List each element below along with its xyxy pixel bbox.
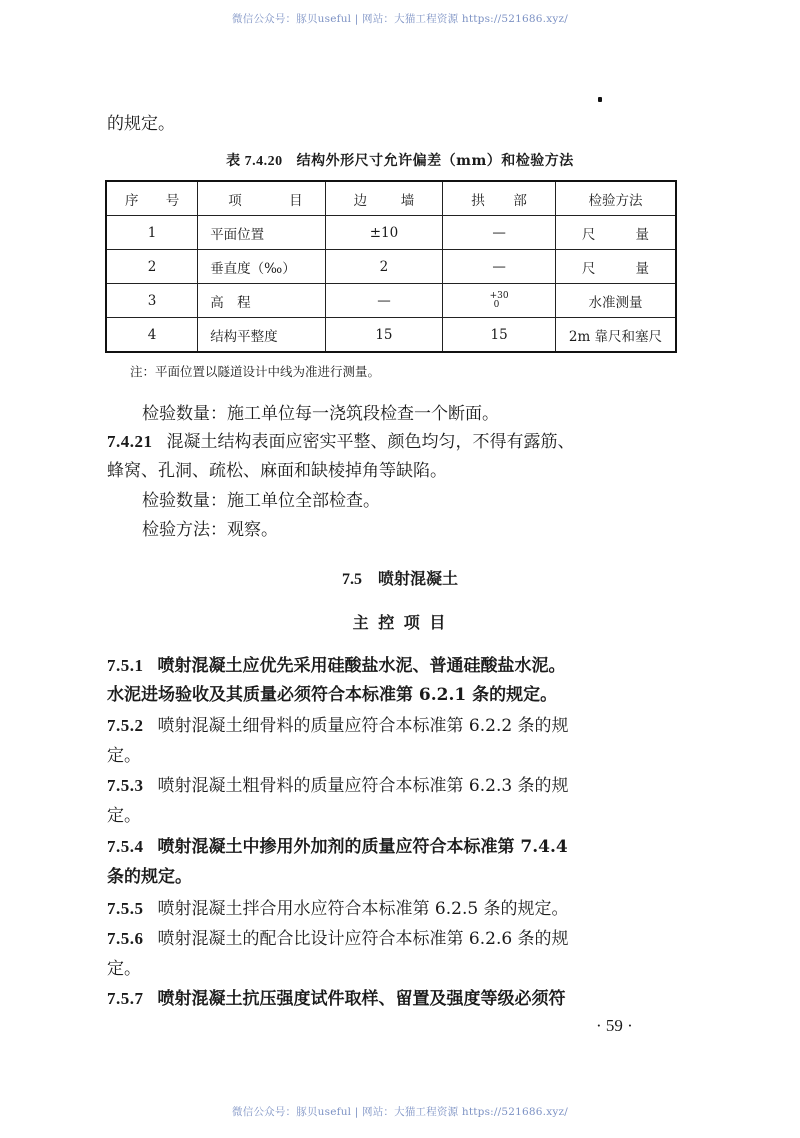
section-heading: 7.5 喷射混凝土 xyxy=(341,569,458,588)
clause-7-5-7: 7.5.7 喷射混凝土抗压强度试件取样、留置及强度等级必须符 xyxy=(107,989,566,1009)
header-method: 检验方法 xyxy=(555,181,676,216)
clause-7-5-4-cont: 条的规定。 xyxy=(107,867,192,887)
header-item: 项 目 xyxy=(198,181,325,216)
table-caption-number: 表 7.4.20 xyxy=(226,154,283,169)
header-arch: 拱 部 xyxy=(443,181,556,216)
cell-seq: 1 xyxy=(106,216,198,250)
watermark-top: 微信公众号：豚贝useful | 网站：大猫工程资源 https://521686.xyz/ xyxy=(232,13,568,25)
cell-seq: 2 xyxy=(106,250,198,284)
sub-heading: 主 控 项 目 xyxy=(352,613,448,632)
clause-7-5-3-cont: 定。 xyxy=(107,806,141,826)
clause-7-5-5: 7.5.5 喷射混凝土拌合用水应符合本标准第 6.2.5 条的规定。 xyxy=(107,899,569,919)
clause-7-5-2-cont: 定。 xyxy=(107,746,141,766)
clause-7-4-21: 7.4.21 混凝土结构表面应密实平整、颜色均匀，不得有露筋、 xyxy=(107,432,575,452)
cell-method: 水准测量 xyxy=(555,284,676,318)
cell-item: 高 程 xyxy=(198,284,325,318)
table-row xyxy=(106,318,676,353)
cell-side-wall: ±10 xyxy=(325,216,443,250)
clause-7-5-3: 7.5.3 喷射混凝土粗骨料的质量应符合本标准第 6.2.3 条的规 xyxy=(107,776,569,796)
clause-7-5-4: 7.5.4 喷射混凝土中掺用外加剂的质量应符合本标准第 7.4.4 xyxy=(107,837,568,857)
cell-arch: 15 xyxy=(443,318,556,353)
scan-speck xyxy=(598,97,602,102)
cell-item: 垂直度（‰） xyxy=(198,250,325,284)
cell-item: 结构平整度 xyxy=(198,318,325,353)
clause-7-5-6: 7.5.6 喷射混凝土的配合比设计应符合本标准第 6.2.6 条的规 xyxy=(107,929,569,949)
table-caption-title: 结构外形尺寸允许偏差（mm）和检验方法 xyxy=(296,153,574,169)
intro-line: 的规定。 xyxy=(107,114,175,134)
table-header-row xyxy=(106,181,676,216)
cell-side-wall: 15 xyxy=(325,318,443,353)
clause-7-5-1-cont: 水泥进场验收及其质量必须符合本标准第 6.2.1 条的规定。 xyxy=(107,685,558,705)
cell-side-wall: — xyxy=(325,284,443,318)
table-caption xyxy=(0,150,800,170)
cell-side-wall: 2 xyxy=(325,250,443,284)
clause-7-5-2: 7.5.2 喷射混凝土细骨料的质量应符合本标准第 6.2.2 条的规 xyxy=(107,716,569,736)
cell-arch xyxy=(443,284,556,318)
clause-7-5-1: 7.5.1 喷射混凝土应优先采用硅酸盐水泥、普通硅酸盐水泥。 xyxy=(107,656,566,676)
table-row xyxy=(106,250,676,284)
tolerance-stack: +30 0 xyxy=(489,290,509,310)
cell-arch: — xyxy=(443,216,556,250)
cell-seq: 3 xyxy=(106,284,198,318)
cell-seq: 4 xyxy=(106,318,198,353)
paragraph-inspection-qty-2: 检验数量：施工单位全部检查。 xyxy=(142,491,380,511)
table-row xyxy=(106,284,676,318)
tolerance-table xyxy=(105,180,677,353)
page-number: · 59 · xyxy=(596,1016,633,1035)
clause-7-4-21-cont: 蜂窝、孔洞、疏松、麻面和缺棱掉角等缺陷。 xyxy=(107,461,447,481)
table-row xyxy=(106,216,676,250)
watermark-bottom: 微信公众号：豚贝useful | 网站：大猫工程资源 https://521686.xyz/ xyxy=(232,1106,568,1118)
header-side-wall: 边 墙 xyxy=(325,181,443,216)
paragraph-inspection-method: 检验方法：观察。 xyxy=(142,520,278,540)
cell-method: 2m 靠尺和塞尺 xyxy=(555,318,676,353)
cell-item: 平面位置 xyxy=(198,216,325,250)
paragraph-inspection-qty-1: 检验数量：施工单位每一浇筑段检查一个断面。 xyxy=(142,404,499,424)
header-seq: 序 号 xyxy=(106,181,198,216)
cell-method: 尺 量 xyxy=(555,250,676,284)
cell-method: 尺 量 xyxy=(555,216,676,250)
cell-arch: — xyxy=(443,250,556,284)
table-note: 注：平面位置以隧道设计中线为准进行测量。 xyxy=(130,364,381,379)
clause-7-5-6-cont: 定。 xyxy=(107,959,141,979)
